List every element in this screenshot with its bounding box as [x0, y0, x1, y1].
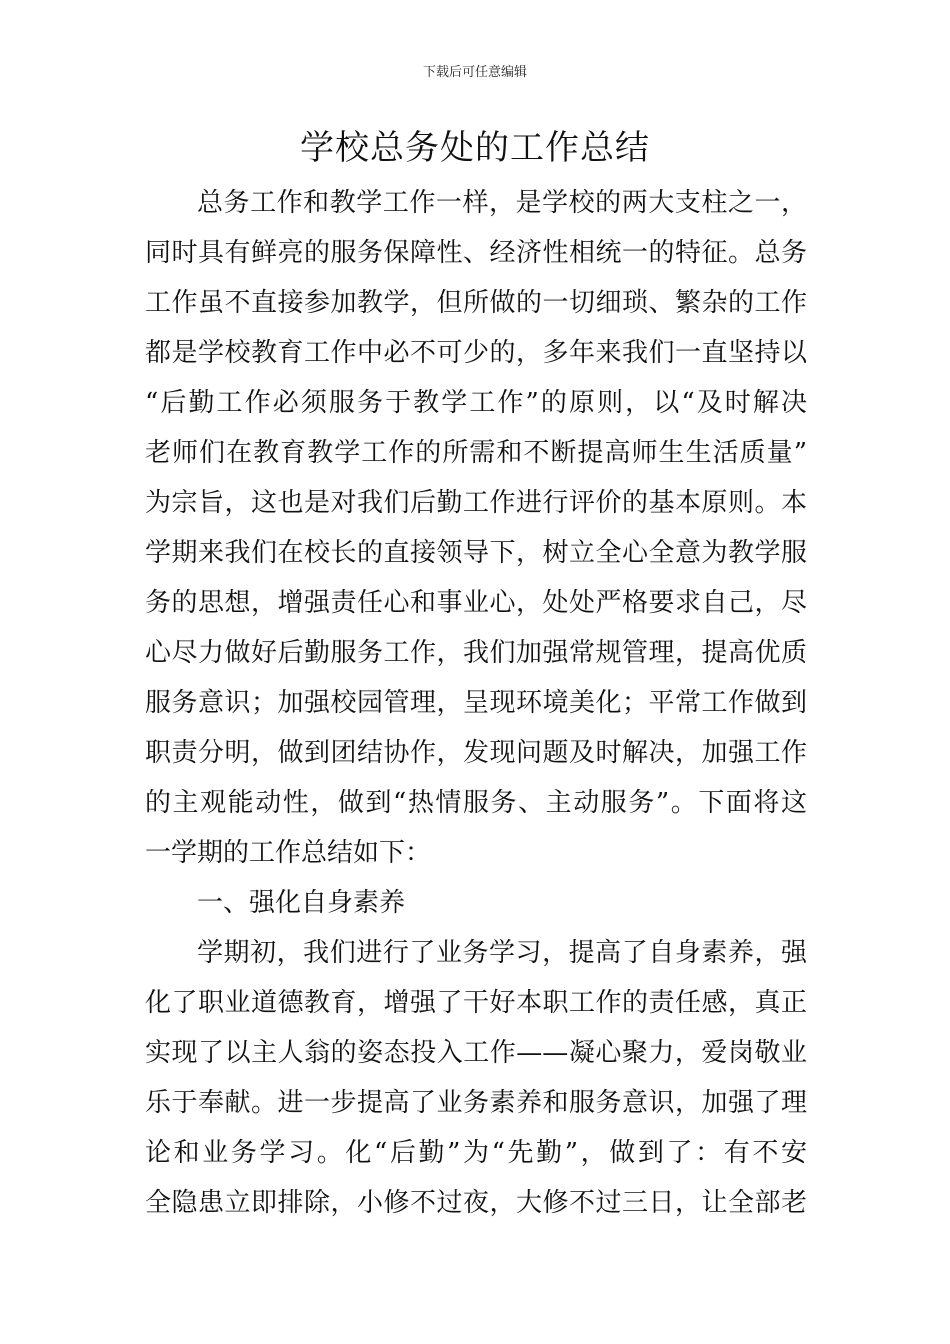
paragraph-1-line-6: 老师们在教育教学工作的所需和不断提高师生生活质量” [145, 438, 807, 468]
paragraph-1-line-5: “后勤工作必须服务于教学工作”的原则，以“及时解决 [145, 388, 807, 418]
paragraph-1-line-9: 务的思想，增强责任心和事业心，处处严格要求自己，尽 [145, 588, 807, 618]
paragraph-2-line-5: 论和业务学习。化“后勤”为“先勤”，做到了：有不安 [145, 1138, 807, 1168]
paragraph-2-line-6: 全隐患立即排除，小修不过夜，大修不过三日，让全部老 [145, 1188, 807, 1218]
paragraph-1-line-13: 的主观能动性，做到“热情服务、主动服务”。下面将这 [145, 788, 807, 818]
header-note: 下载后可任意编辑 [422, 65, 527, 80]
paragraph-2-line-3: 实现了以主人翁的姿态投入工作——凝心聚力，爱岗敬业 [145, 1038, 807, 1068]
paragraph-1-line-14: 一学期的工作总结如下： [145, 838, 432, 868]
paragraph-1-line-11: 服务意识；加强校园管理，呈现环境美化；平常工作做到 [145, 688, 807, 718]
paragraph-1-line-8: 学期来我们在校长的直接领导下，树立全心全意为教学服 [145, 538, 807, 568]
paragraph-1-line-2: 同时具有鲜亮的服务保障性、经济性相统一的特征。总务 [145, 238, 807, 268]
paragraph-1-line-12: 职责分明，做到团结协作，发现问题及时解决，加强工作 [145, 738, 807, 768]
paragraph-2-line-1: 学期初，我们进行了业务学习，提高了自身素养，强 [197, 938, 807, 968]
paragraph-1-line-4: 都是学校教育工作中必不可少的，多年来我们一直坚持以 [145, 338, 807, 368]
document-body [145, 178, 807, 1228]
paragraph-2-line-4: 乐于奉献。进一步提高了业务素养和服务意识，加强了理 [145, 1088, 807, 1118]
paragraph-1-line-10: 心尽力做好后勤服务工作，我们加强常规管理，提高优质 [145, 638, 807, 668]
paragraph-1-line-3: 工作虽不直接参加教学，但所做的一切细琐、繁杂的工作 [145, 288, 807, 318]
paragraph-1-line-7: 为宗旨，这也是对我们后勤工作进行评价的基本原则。本 [145, 488, 807, 518]
paragraph-1-line-1: 总务工作和教学工作一样，是学校的两大支柱之一， [197, 188, 807, 218]
section-heading-1: 一、强化自身素养 [197, 888, 406, 918]
paragraph-2-line-2: 化了职业道德教育，增强了干好本职工作的责任感，真正 [145, 988, 807, 1018]
document-title: 学校总务处的工作总结 [300, 128, 650, 168]
